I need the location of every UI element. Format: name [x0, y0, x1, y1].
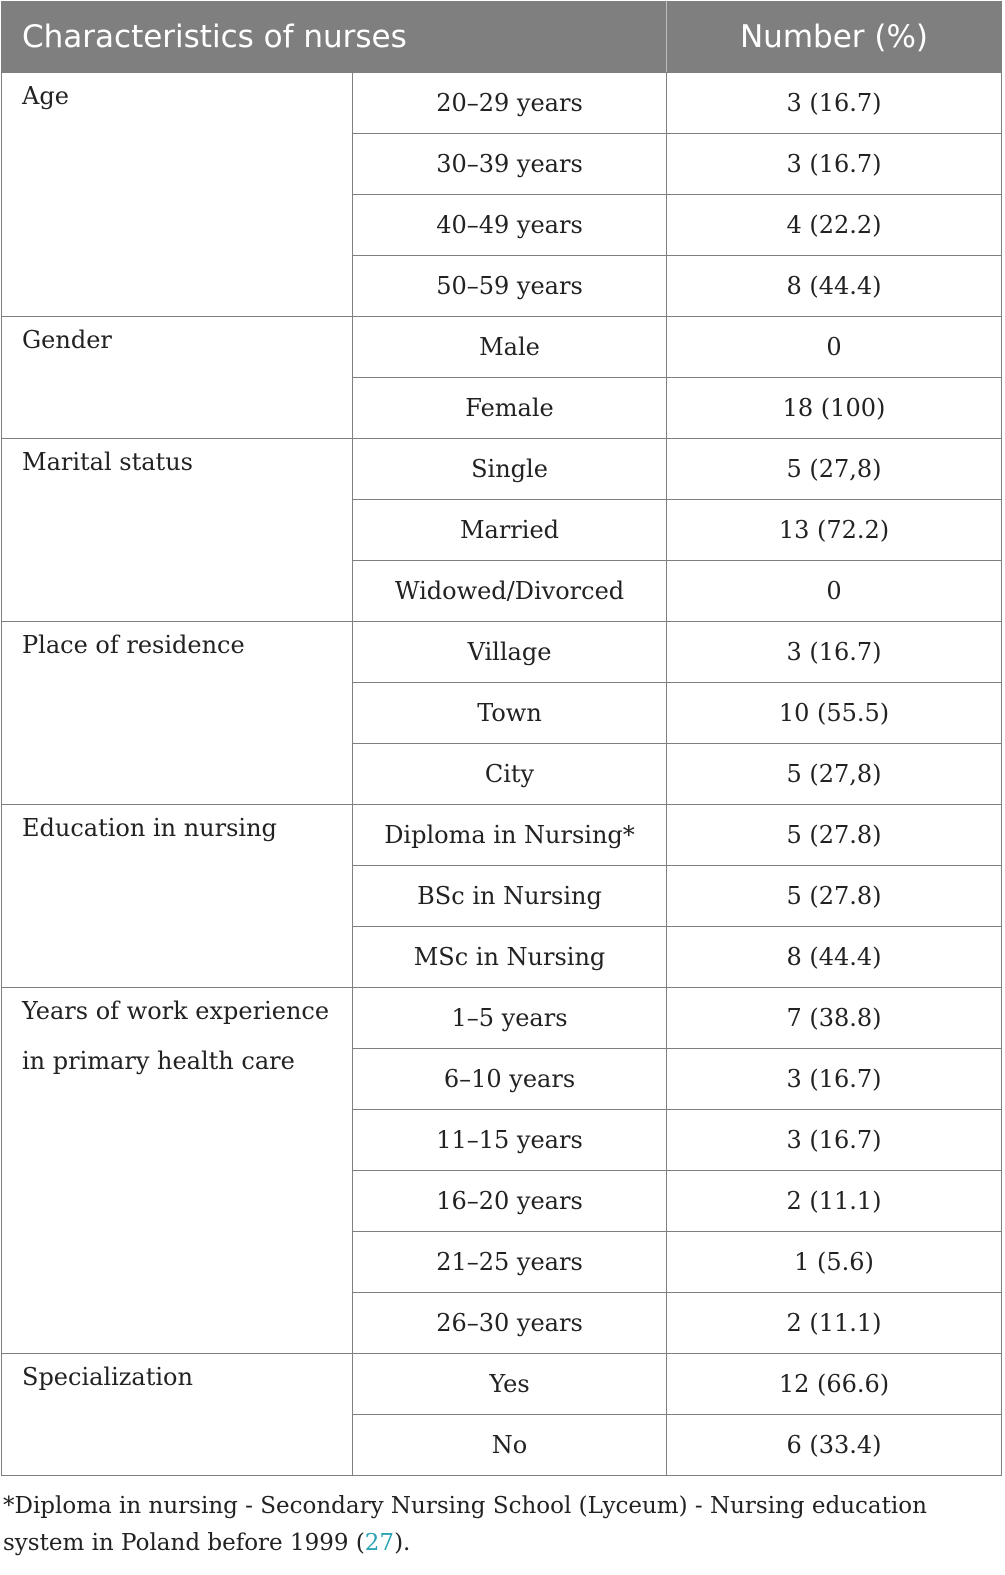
value-cell: 2 (11.1): [667, 1171, 1002, 1232]
category-cell: 40–49 years: [353, 195, 667, 256]
category-cell: 50–59 years: [353, 256, 667, 317]
category-cell: 20–29 years: [353, 73, 667, 134]
table-row: [2, 73, 1002, 134]
value-cell: 1 (5.6): [667, 1232, 1002, 1293]
footnote-reference-link[interactable]: 27: [364, 1530, 395, 1556]
value-cell: 3 (16.7): [667, 1110, 1002, 1171]
group-label-cell: [2, 317, 353, 439]
table-row: [2, 988, 1002, 1049]
value-cell: 10 (55.5): [667, 683, 1002, 744]
category-cell: Female: [353, 378, 667, 439]
value-cell: 12 (66.6): [667, 1354, 1002, 1415]
nurse-characteristics-table: [1, 1, 1002, 1476]
category-cell: No: [353, 1415, 667, 1476]
table-row: [2, 317, 1002, 378]
category-cell: City: [353, 744, 667, 805]
category-cell: 30–39 years: [353, 134, 667, 195]
group-label: Age: [22, 82, 69, 110]
group-label-cell: [2, 73, 353, 317]
category-cell: 6–10 years: [353, 1049, 667, 1110]
footnote-text: *Diploma in nursing - Secondary Nursing School (Lyceum) - Nursing education system in Poland before 1999 (: [3, 1493, 927, 1556]
group-label: Place of residence: [22, 631, 245, 659]
category-cell: 11–15 years: [353, 1110, 667, 1171]
table-header-row: [2, 2, 1002, 73]
category-cell: Village: [353, 622, 667, 683]
table-row: [2, 622, 1002, 683]
value-cell: 8 (44.4): [667, 256, 1002, 317]
table-row: [2, 805, 1002, 866]
category-cell: Town: [353, 683, 667, 744]
group-label-cell: [2, 439, 353, 622]
value-cell: 5 (27,8): [667, 744, 1002, 805]
category-cell: Diploma in Nursing*: [353, 805, 667, 866]
value-cell: 7 (38.8): [667, 988, 1002, 1049]
value-cell: 0: [667, 317, 1002, 378]
category-cell: Widowed/Divorced: [353, 561, 667, 622]
header-number-percent: Number (%): [667, 2, 1002, 73]
value-cell: 3 (16.7): [667, 622, 1002, 683]
category-cell: Married: [353, 500, 667, 561]
value-cell: 2 (11.1): [667, 1293, 1002, 1354]
value-cell: 18 (100): [667, 378, 1002, 439]
group-label: Years of work experience in primary health care: [22, 997, 330, 1075]
value-cell: 3 (16.7): [667, 1049, 1002, 1110]
group-label-cell: [2, 1354, 353, 1476]
category-cell: Single: [353, 439, 667, 500]
group-label: Gender: [22, 326, 112, 354]
category-cell: BSc in Nursing: [353, 866, 667, 927]
group-label: Education in nursing: [22, 814, 277, 842]
value-cell: 3 (16.7): [667, 134, 1002, 195]
group-label-cell: [2, 805, 353, 988]
table-row: [2, 1354, 1002, 1415]
footnote-text-end: ).: [394, 1530, 411, 1556]
value-cell: 0: [667, 561, 1002, 622]
group-label-cell: [2, 988, 353, 1354]
category-cell: MSc in Nursing: [353, 927, 667, 988]
value-cell: 6 (33.4): [667, 1415, 1002, 1476]
group-label: Marital status: [22, 448, 193, 476]
category-cell: 16–20 years: [353, 1171, 667, 1232]
category-cell: 1–5 years: [353, 988, 667, 1049]
value-cell: 4 (22.2): [667, 195, 1002, 256]
value-cell: 8 (44.4): [667, 927, 1002, 988]
header-characteristics: Characteristics of nurses: [2, 2, 667, 73]
category-cell: Male: [353, 317, 667, 378]
table-row: [2, 439, 1002, 500]
value-cell: 13 (72.2): [667, 500, 1002, 561]
value-cell: 5 (27.8): [667, 805, 1002, 866]
table-footnote: [3, 1488, 1003, 1562]
value-cell: 3 (16.7): [667, 73, 1002, 134]
group-label: Specialization: [22, 1363, 193, 1391]
category-cell: 26–30 years: [353, 1293, 667, 1354]
category-cell: Yes: [353, 1354, 667, 1415]
category-cell: 21–25 years: [353, 1232, 667, 1293]
group-label-cell: [2, 622, 353, 805]
value-cell: 5 (27.8): [667, 866, 1002, 927]
table-body: [2, 73, 1002, 1476]
value-cell: 5 (27,8): [667, 439, 1002, 500]
